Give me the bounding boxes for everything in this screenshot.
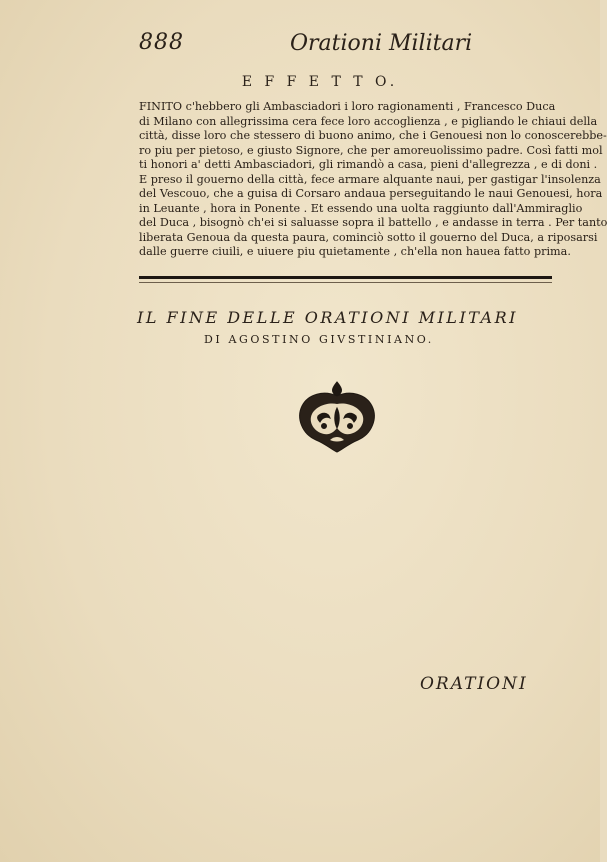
body-line: del Duca , bisognò ch'ei si saluasse sopra il battello , e andasse in terra . Per tanto — [139, 216, 607, 229]
page-number: 888 — [139, 30, 184, 55]
body-line: di Milano con allegrissima cera fece loro accoglienza , e pigliando le chiaui della — [139, 114, 598, 128]
fleuron-ornament-icon — [294, 380, 380, 454]
author-line: DI AGOSTINO GIVSTINIANO. — [204, 333, 434, 346]
body-line: del Vescouo, che a guisa di Corsaro andaua perseguitando le naui Genouesi, hora — [139, 187, 603, 200]
horizontal-rule — [139, 276, 552, 279]
section-heading: E F F E T T O. — [241, 74, 399, 90]
body-line: E preso il gouerno della città, fece armare alquante naui, per gastigar l'insolenza — [139, 172, 601, 186]
body-line: in Leuante , hora in Ponente . Et essendo una uolta raggiunto dall'Ammiraglio — [139, 201, 583, 215]
horizontal-rule-thin — [139, 282, 552, 283]
body-line: liberata Genoua da questa paura, cominciò sotto il gouerno del Duca, a riposarsi — [139, 230, 598, 244]
body-line: ti honori a' detti Ambasciadori, gli rimandò a casa, pieni d'allegrezza , e di doni . — [139, 158, 598, 171]
body-line: città, disse loro che stessero di buono animo, che i Genouesi non lo conoscerebbe- — [139, 129, 607, 142]
running-title: Orationi Militari — [290, 31, 473, 56]
body-line: dalle guerre ciuili, e uiuere piu quietamente , ch'ella non hauea fatto prima. — [139, 245, 571, 258]
body-text — [139, 100, 607, 260]
end-title: IL FINE DELLE ORATIONI MILITARI — [137, 308, 518, 327]
body-line: ro piu per pietoso, e giusto Signore, che per amoreuolissimo padre. Così fatti mol — [139, 143, 603, 157]
body-line: FINITO c'hebbero gli Ambasciadori i loro ragionamenti , Francesco Duca — [139, 100, 556, 113]
catchword: ORATIONI — [420, 674, 528, 694]
